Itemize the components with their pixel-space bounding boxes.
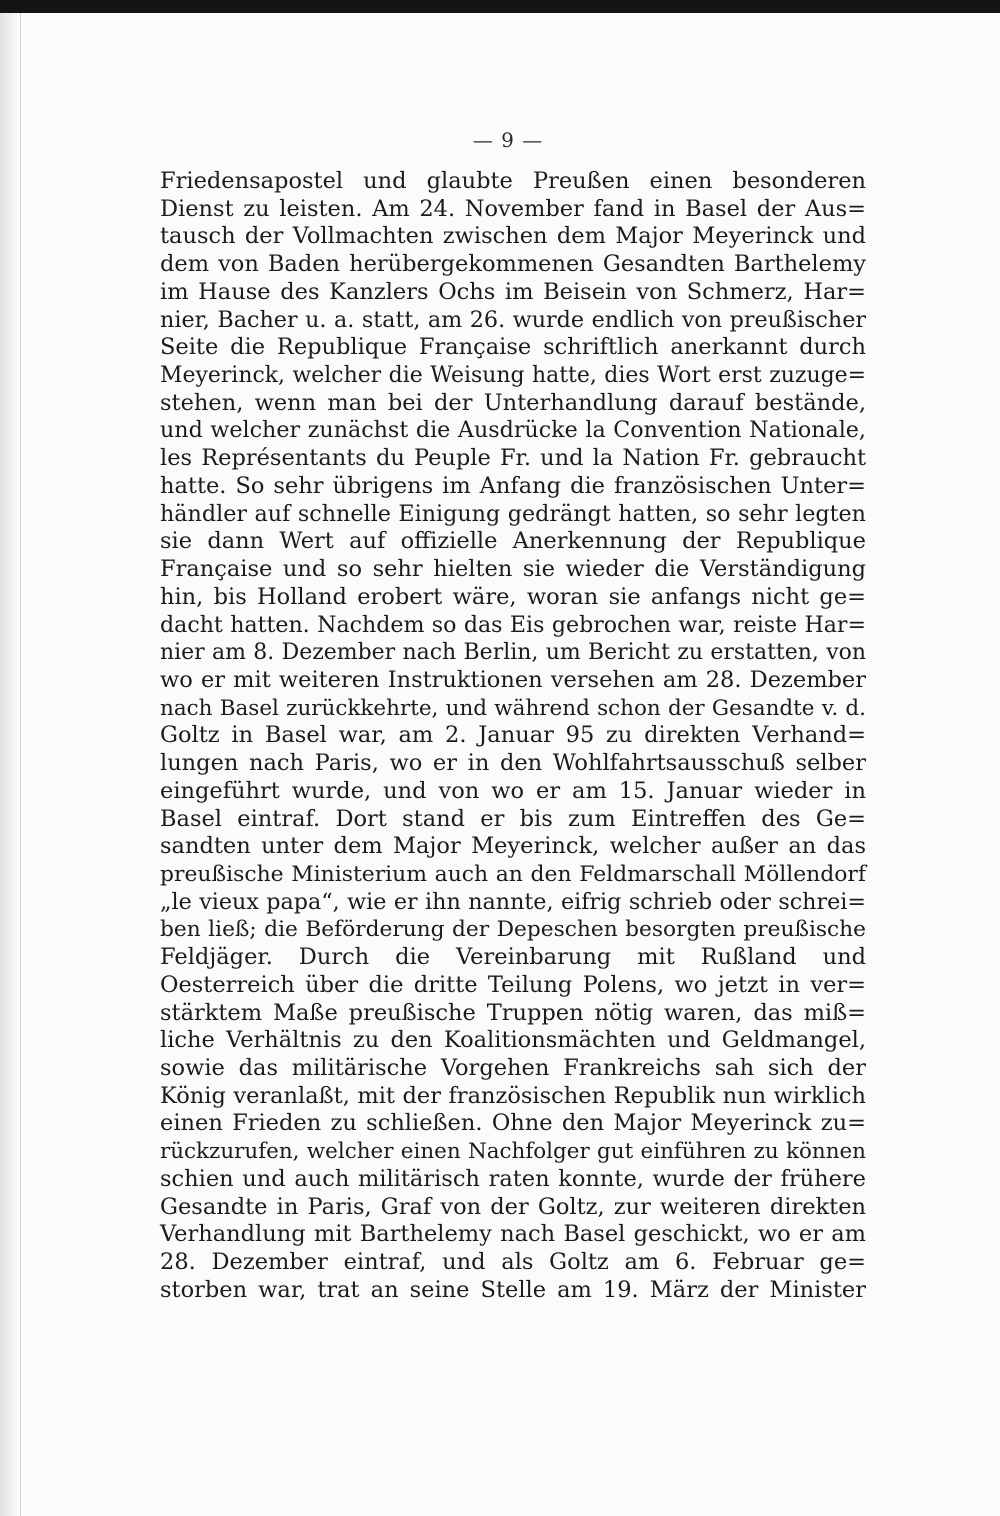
text-line: nach Basel zurückkehrte, und während schon der Gesandte v. d. (160, 695, 866, 721)
text-line: hatte. So sehr übrigens im Anfang die französischen Unter= (160, 472, 866, 499)
text-line: Seite die Republique Française schriftlich anerkannt durch (160, 334, 866, 361)
text-line: und welcher zunächst die Ausdrücke la Convention Nationale, (160, 417, 866, 444)
text-line: sandten unter dem Major Meyerinck, welcher außer an das (160, 833, 866, 860)
text-line: eingeführt wurde, und von wo er am 15. Januar wieder in (160, 777, 866, 804)
text-line: einen Frieden zu schließen. Ohne den Major Meyerinck zu= (160, 1110, 866, 1137)
text-line: stehen, wenn man bei der Unterhandlung darauf bestände, (160, 389, 866, 416)
text-line: liche Verhältnis zu den Koalitionsmächten und Geldmangel, (160, 1027, 866, 1054)
page-binding-edge (0, 13, 22, 1516)
text-line: preußische Ministerium auch an den Feldmarschall Möllendorf (160, 861, 866, 887)
text-line: „le vieux papa“, wie er ihn nannte, eifrig schrieb oder schrei= (160, 888, 866, 915)
text-line: Française und so sehr hielten sie wieder die Verständigung (160, 556, 866, 583)
text-line: rückzurufen, welcher einen Nachfolger gut einführen zu können (160, 1139, 866, 1165)
text-line: Meyerinck, welcher die Weisung hatte, dies Wort erst zuzuge= (160, 363, 866, 389)
page-edge-line (20, 13, 21, 1516)
text-line: storben war, trat an seine Stelle am 19. März der Minister (160, 1276, 866, 1303)
text-line: im Hause des Kanzlers Ochs im Beisein von Schmerz, Har= (160, 278, 866, 305)
text-line: les Représentants du Peuple Fr. und la Nation Fr. gebraucht (160, 445, 866, 472)
text-line: nier am 8. Dezember nach Berlin, um Bericht zu erstatten, von (160, 640, 866, 666)
text-line: Verhandlung mit Barthelemy nach Basel geschickt, wo er am (160, 1221, 866, 1248)
text-line: 28. Dezember eintraf, und als Goltz am 6. Februar ge= (160, 1249, 866, 1276)
text-line: ben ließ; die Beförderung der Depeschen besorgten preußische (160, 917, 866, 943)
text-line: Basel eintraf. Dort stand er bis zum Eintreffen des Ge= (160, 805, 866, 832)
text-line: König veranlaßt, mit der französischen Republik nun wirklich (160, 1082, 866, 1109)
text-line: hin, bis Holland erobert wäre, woran sie anfangs nicht ge= (160, 583, 866, 610)
text-line: dem von Baden herübergekommenen Gesandten Barthelemy (160, 251, 866, 278)
page-number: — 9 — (472, 128, 544, 152)
text-line: Dienst zu leisten. Am 24. November fand in Basel der Aus= (160, 195, 866, 222)
text-line: Friedensapostel und glaubte Preußen einen besonderen (160, 168, 866, 194)
text-line: Gesandte in Paris, Graf von der Goltz, zur weiteren direkten (160, 1193, 866, 1220)
text-line: Goltz in Basel war, am 2. Januar 95 zu direkten Verhand= (160, 722, 866, 749)
text-line: stärktem Maße preußische Truppen nötig waren, das miß= (160, 999, 866, 1026)
text-line: händler auf schnelle Einigung gedrängt hatten, so sehr legten (160, 500, 866, 527)
text-line: schien und auch militärisch raten konnte, wurde der frühere (160, 1165, 866, 1192)
body-text (160, 168, 866, 1304)
text-line: dacht hatten. Nachdem so das Eis gebrochen war, reiste Har= (160, 611, 866, 638)
scan-top-border (0, 0, 1000, 13)
text-line: wo er mit weiteren Instruktionen versehen am 28. Dezember (160, 666, 866, 693)
text-line: tausch der Vollmachten zwischen dem Major Meyerinck und (160, 223, 866, 250)
text-line: Oesterreich über die dritte Teilung Polens, wo jetzt in ver= (160, 971, 866, 998)
text-line: lungen nach Paris, wo er in den Wohlfahrtsausschuß selber (160, 750, 866, 777)
text-line: sowie das militärische Vorgehen Frankreichs sah sich der (160, 1055, 866, 1081)
text-line: sie dann Wert auf offizielle Anerkennung der Republique (160, 528, 866, 555)
text-line: Feldjäger. Durch die Vereinbarung mit Rußland und (160, 944, 866, 971)
text-line: nier, Bacher u. a. statt, am 26. wurde endlich von preußischer (160, 306, 866, 333)
